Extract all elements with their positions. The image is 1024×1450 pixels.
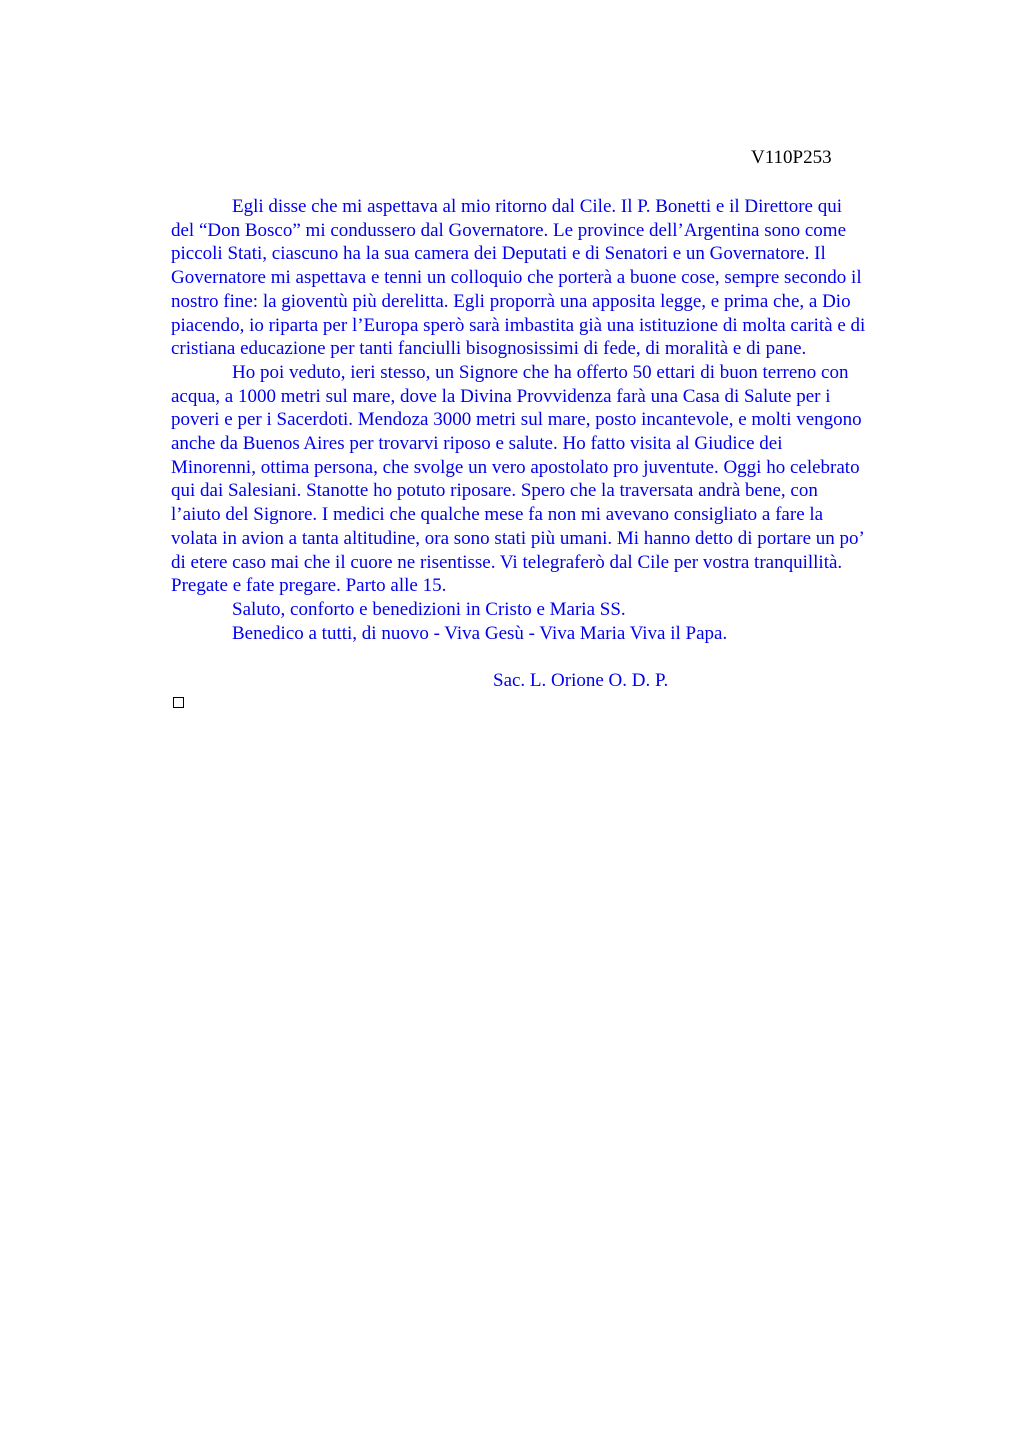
text-line: Saluto, conforto e benedizioni in Cristo e Maria SS. <box>232 598 626 620</box>
paragraph <box>171 361 931 598</box>
text-line: acqua, a 1000 metri sul mare, dove la Divina Provvidenza farà una Casa di Salute per i <box>171 385 831 407</box>
text-line: piacendo, io riparta per l’Europa sperò sarà imbastita già una istituzione di molta carità e di <box>171 314 866 336</box>
paragraph <box>171 598 931 622</box>
square-outline-icon <box>173 697 184 708</box>
text-line: l’aiuto del Signore. I medici che qualche mese fa non mi avevano consigliato a fare la <box>171 504 824 526</box>
text-line: Ho poi veduto, ieri stesso, un Signore che ha offerto 50 ettari di buon terreno con <box>232 361 849 383</box>
text-line: piccoli Stati, ciascuno ha la sua camera dei Deputati e di Senatori e un Governatore. Il <box>171 243 826 265</box>
page-reference: V110P253 <box>751 147 832 168</box>
text-line: Governatore mi aspettava e tenni un colloquio che porterà a buone cose, sempre secondo il <box>171 267 862 289</box>
text-line: anche da Buenos Aires per trovarvi riposo e salute. Ho fatto visita al Giudice dei <box>171 433 783 455</box>
text-line: cristiana educazione per tanti fanciulli bisognosissimi di fede, di moralità e di pane. <box>171 338 807 360</box>
paragraph <box>171 622 931 646</box>
text-line: nostro fine: la gioventù più derelitta. Egli proporrà una apposita legge, e prima che, a Dio <box>171 290 851 312</box>
text-line: qui dai Salesiani. Stanotte ho potuto riposare. Spero che la traversata andrà bene, con <box>171 480 818 502</box>
text-line: Pregate e fate pregare. Parto alle 15. <box>171 575 447 597</box>
letter-body <box>171 195 931 645</box>
text-line: di etere caso mai che il cuore ne risentisse. Vi telegraferò dal Cile per vostra tranquillità. <box>171 551 843 573</box>
text-line: poveri e per i Sacerdoti. Mendoza 3000 metri sul mare, posto incantevole, e molti vengono <box>171 409 862 431</box>
text-line: del “Don Bosco” mi condussero dal Governatore. Le province dell’Argentina sono come <box>171 219 847 241</box>
paragraph <box>171 195 931 361</box>
text-line: volata in avion a tanta altitudine, ora sono stati più umani. Mi hanno detto di portare un po’ <box>171 527 865 549</box>
text-line: Benedico a tutti, di nuovo - Viva Gesù - Viva Maria Viva il Papa. <box>232 622 728 644</box>
text-line: Minorenni, ottima persona, che svolge un vero apostolato pro juventute. Oggi ho celebrato <box>171 456 860 478</box>
signature: Sac. L. Orione O. D. P. <box>493 670 669 691</box>
text-line: Egli disse che mi aspettava al mio ritorno dal Cile. Il P. Bonetti e il Direttore qui <box>232 196 842 217</box>
